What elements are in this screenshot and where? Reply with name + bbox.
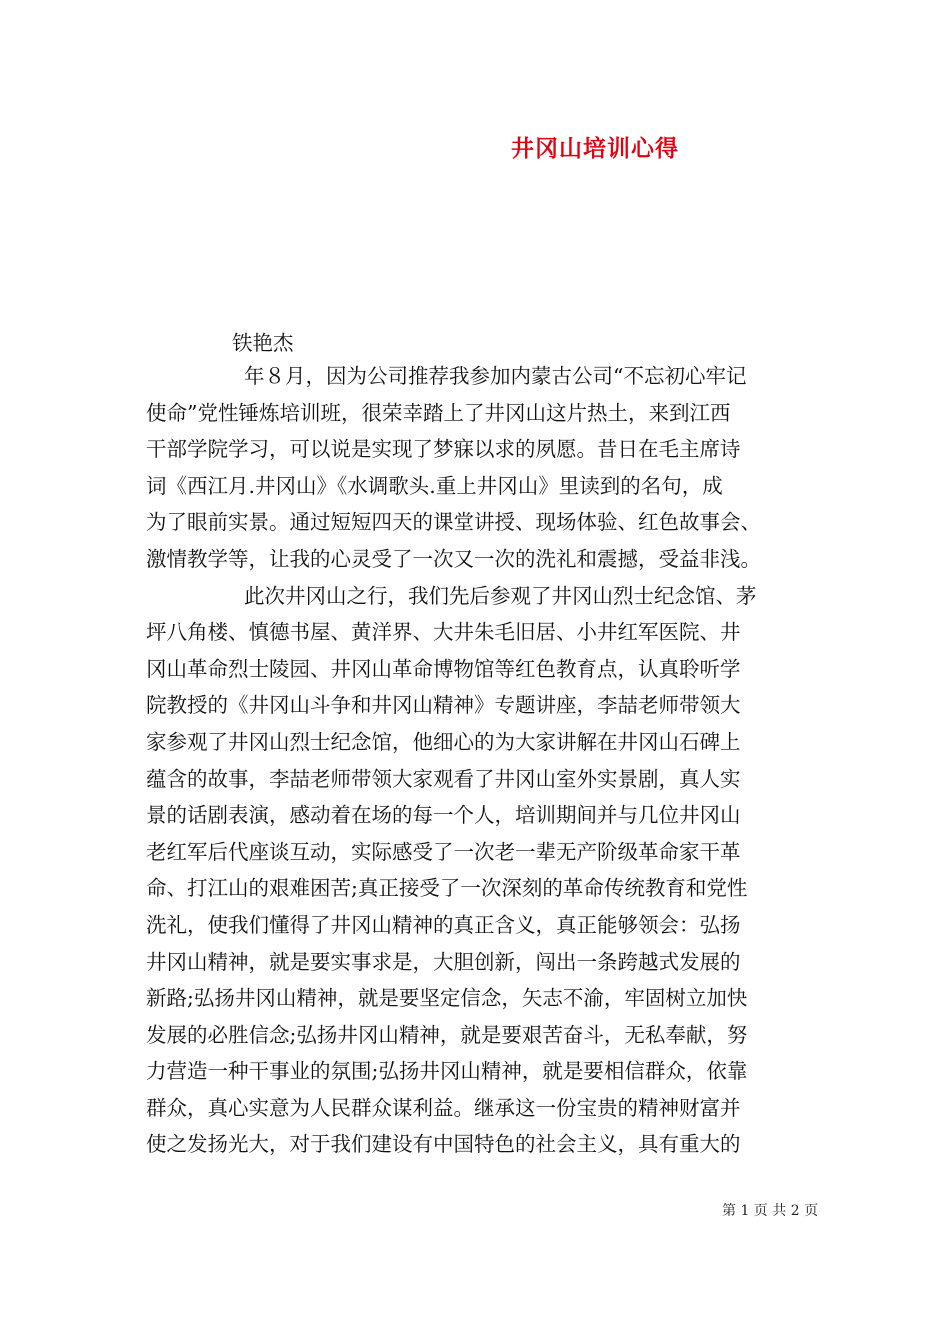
- paragraph-line: 力营造一种干事业的氛围;弘扬井冈山精神，就是要相信群众，依靠: [146, 1059, 748, 1084]
- paragraph-line: 景的话剧表演，感动着在场的每一个人，培训期间并与几位井冈山: [146, 803, 741, 828]
- paragraph: [146, 358, 818, 578]
- paragraph-line: 命、打江山的艰难困苦;真正接受了一次深刻的革命传统教育和党性: [146, 876, 748, 901]
- paragraph-line: 年８月，因为公司推荐我参加内蒙古公司“不忘初心牢记: [244, 364, 747, 388]
- paragraph-line: 新路;弘扬井冈山精神，就是要坚定信念，矢志不渝，牢固树立加快: [146, 986, 748, 1011]
- paragraph-line: 冈山革命烈士陵园、井冈山革命博物馆等红色教育点，认真聆听学: [146, 656, 741, 681]
- paragraph-line: 使命”党性锤炼培训班，很荣幸踏上了井冈山这片热土，来到江西: [146, 400, 731, 425]
- paragraph-line: 井冈山精神，就是要实事求是，大胆创新，闯出一条跨越式发展的: [146, 949, 741, 974]
- document-title: 井冈山培训心得: [511, 135, 679, 162]
- paragraph-line: 激情教学等，让我的心灵受了一次又一次的洗礼和震撼，受益非浅。: [146, 546, 761, 571]
- paragraph-line: 家参观了井冈山烈士纪念馆，他细心的为大家讲解在井冈山石碑上: [146, 729, 741, 754]
- author-name: 铁艳杰: [232, 331, 294, 355]
- paragraph: [146, 578, 818, 1164]
- document-body: [146, 358, 818, 1163]
- paragraph-line: 洗礼，使我们懂得了井冈山精神的真正含义，真正能够领会：弘扬: [146, 912, 741, 937]
- paragraph-line: 使之发扬光大，对于我们建设有中国特色的社会主义，具有重大的: [146, 1132, 741, 1157]
- paragraph-line: 发展的必胜信念;弘扬井冈山精神，就是要艰苦奋斗，无私奉献，努: [146, 1022, 748, 1047]
- paragraph-line: 群众，真心实意为人民群众谋利益。继承这一份宝贵的精神财富并: [146, 1095, 741, 1120]
- paragraph-line: 院教授的《井冈山斗争和井冈山精神》专题讲座，李喆老师带领大: [146, 693, 741, 718]
- paragraph-line: 坪八角楼、慎德书屋、黄洋界、大井朱毛旧居、小井红军医院、井: [146, 620, 741, 645]
- paragraph-line: 为了眼前实景。通过短短四天的课堂讲授、现场体验、红色故事会、: [146, 510, 761, 535]
- page-footer: 第 1 页 共 2 页: [722, 1203, 819, 1219]
- paragraph-line: 干部学院学习，可以说是实现了梦寐以求的夙愿。昔日在毛主席诗: [146, 437, 741, 462]
- paragraph-line: 老红军后代座谈互动，实际感受了一次老一辈无产阶级革命家干革: [146, 839, 741, 864]
- paragraph-line: 词《西江月.井冈山》《水调歌头.重上井冈山》里读到的名句，成: [146, 473, 723, 498]
- paragraph-line: 此次井冈山之行，我们先后参观了井冈山烈士纪念馆、茅: [244, 583, 757, 608]
- paragraph-line: 蕴含的故事，李喆老师带领大家观看了井冈山室外实景剧，真人实: [146, 766, 741, 791]
